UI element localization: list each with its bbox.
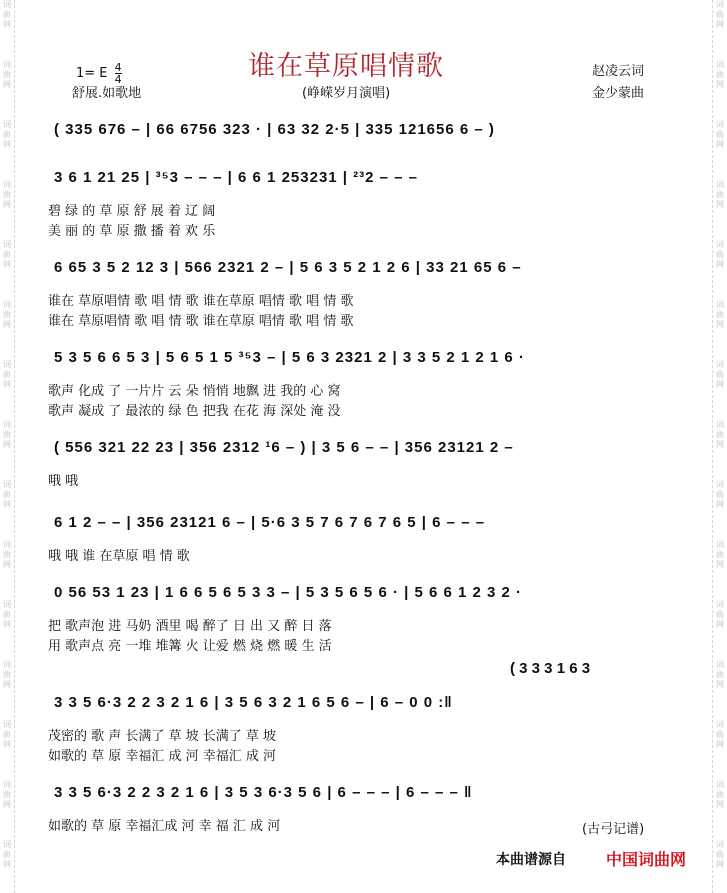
- watermark-block: [0, 360, 14, 420]
- watermark-char: 词: [716, 720, 724, 729]
- watermark-block: [0, 540, 14, 600]
- watermark-char: 曲: [3, 10, 11, 19]
- watermark-char: 曲: [716, 130, 724, 139]
- watermark-block: [713, 540, 727, 600]
- watermark-char: 曲: [3, 70, 11, 79]
- watermark-char: 曲: [3, 130, 11, 139]
- watermark-char: 网: [3, 320, 11, 329]
- watermark-char: 词: [3, 120, 11, 129]
- watermark-char: 曲: [3, 310, 11, 319]
- watermark-block: [713, 360, 727, 420]
- watermark-char: 网: [3, 800, 11, 809]
- watermark-char: 词: [3, 660, 11, 669]
- time-signature-bottom: 4: [114, 73, 122, 86]
- watermark-char: 网: [3, 380, 11, 389]
- watermark-char: 网: [3, 440, 11, 449]
- lyric-line: 美 丽 的 草 原 撒 播 着 欢 乐: [48, 224, 216, 239]
- watermark-block: [0, 600, 14, 660]
- watermark-char: 曲: [3, 490, 11, 499]
- watermark-char: 网: [716, 200, 724, 209]
- watermark-block: [0, 420, 14, 480]
- watermark-block: [713, 420, 727, 480]
- watermark-char: 词: [3, 0, 11, 9]
- watermark-char: 曲: [716, 190, 724, 199]
- watermark-block: [0, 60, 14, 120]
- watermark-char: 网: [3, 20, 11, 29]
- watermark-block: [713, 720, 727, 780]
- watermark-char: 词: [3, 540, 11, 549]
- watermark-block: [713, 180, 727, 240]
- watermark-char: 曲: [716, 250, 724, 259]
- watermark-char: 曲: [716, 430, 724, 439]
- score-row: [48, 436, 668, 462]
- notation-line: 3 3 5 6·3 2 2 3 2 1 6 | 3 5 3 6·3 5 6 | 6 – – – | 6 – – – ‖: [54, 784, 473, 801]
- watermark-char: 曲: [716, 70, 724, 79]
- lyric-line: 歌声 凝成 了 最浓的 绿 色 把我 在花 海 深处 淹 没: [48, 404, 341, 419]
- watermark-char: 词: [3, 180, 11, 189]
- watermark-block: [713, 660, 727, 720]
- source-label: 本曲谱源自: [496, 852, 566, 868]
- watermark-char: 网: [716, 440, 724, 449]
- watermark-char: 曲: [3, 550, 11, 559]
- watermark-char: 词: [3, 600, 11, 609]
- watermark-char: 网: [3, 140, 11, 149]
- watermark-block: [713, 480, 727, 540]
- composer-credit: 金少蒙曲: [592, 86, 645, 101]
- watermark-char: 网: [3, 740, 11, 749]
- score-row: [48, 691, 668, 717]
- watermark-char: 网: [3, 860, 11, 869]
- watermark-char: 曲: [3, 610, 11, 619]
- watermark-char: 曲: [716, 790, 724, 799]
- key-label: 1= E: [76, 66, 108, 81]
- lyric-line: 哦 哦 谁 在草原 唱 情 歌: [48, 549, 190, 564]
- notation-line: 3 3 5 6·3 2 2 3 2 1 6 | 3 5 6 3 2 1 6 5 6 – | 6 – 0 0 :‖: [54, 694, 453, 711]
- lyric-line: 如歌的 草 原 幸福汇成 河 幸 福 汇 成 河: [48, 819, 281, 834]
- watermark-block: [0, 240, 14, 300]
- lyric-line: 用 歌声点 亮 一堆 堆篝 火 让爱 燃 烧 燃 暖 生 活: [48, 639, 332, 654]
- score-row: [48, 781, 668, 807]
- watermark-block: [0, 720, 14, 780]
- watermark-char: 词: [3, 720, 11, 729]
- watermark-char: 词: [716, 120, 724, 129]
- score-row: [48, 346, 668, 372]
- watermark-char: 网: [716, 380, 724, 389]
- watermark-char: 词: [716, 600, 724, 609]
- lyricist-credit: 赵凌云词: [592, 64, 645, 79]
- watermark-block: [0, 300, 14, 360]
- watermark-block: [0, 0, 14, 60]
- watermark-char: 网: [716, 740, 724, 749]
- notation-line: 5 3 5 6 6 5 3 | 5 6 5 1 5 ³⁵3 – | 5 6 3 2321 2 | 3 3 5 2 1 2 1 6 ·: [54, 349, 525, 366]
- watermark-block: [713, 120, 727, 180]
- watermark-char: 曲: [3, 250, 11, 259]
- watermark-block: [0, 480, 14, 540]
- watermark-block: [713, 840, 727, 893]
- score-row: [48, 511, 668, 537]
- transcriber-note: (古弓记谱): [582, 822, 645, 837]
- pickup-notes: ( 3 3 3 1 6 3: [510, 660, 591, 677]
- watermark-char: 曲: [716, 10, 724, 19]
- watermark-char: 网: [716, 20, 724, 29]
- watermark-char: 词: [716, 540, 724, 549]
- watermark-char: 词: [716, 420, 724, 429]
- watermark-block: [713, 600, 727, 660]
- watermark-char: 词: [3, 780, 11, 789]
- tempo-marking: 舒展.如歌地: [72, 86, 142, 101]
- time-signature-top: 4: [114, 61, 122, 74]
- watermark-char: 词: [716, 0, 724, 9]
- watermark-block: [713, 300, 727, 360]
- watermark-char: 网: [716, 860, 724, 869]
- watermark-block: [713, 60, 727, 120]
- watermark-char: 词: [3, 300, 11, 309]
- watermark-char: 曲: [3, 430, 11, 439]
- watermark-char: 词: [716, 780, 724, 789]
- watermark-char: 曲: [716, 670, 724, 679]
- lyric-line: 把 歌声泡 进 马奶 酒里 喝 醉了 日 出 又 醉 日 落: [48, 619, 332, 634]
- notation-line: ( 556 321 22 23 | 356 2312 ¹6 – ) | 3 5 6 – – | 356 23121 2 –: [54, 439, 514, 456]
- watermark-block: [0, 840, 14, 893]
- watermark-char: 网: [3, 500, 11, 509]
- watermark-block: [0, 120, 14, 180]
- lyric-line: 谁在 草原唱情 歌 唱 情 歌 谁在草原 唱情 歌 唱 情 歌: [48, 294, 354, 309]
- watermark-char: 网: [716, 560, 724, 569]
- watermark-char: 曲: [716, 370, 724, 379]
- score-row: [48, 166, 668, 192]
- watermark-char: 曲: [3, 790, 11, 799]
- source-site-link[interactable]: 中国词曲网: [606, 850, 687, 869]
- watermark-char: 网: [3, 560, 11, 569]
- watermark-block: [713, 240, 727, 300]
- watermark-char: 网: [716, 800, 724, 809]
- watermark-char: 词: [716, 300, 724, 309]
- watermark-block: [713, 0, 727, 60]
- song-title: 谁在草原唱情歌: [248, 51, 444, 82]
- watermark-block: [0, 660, 14, 720]
- score-row: [48, 118, 668, 144]
- watermark-char: 词: [3, 420, 11, 429]
- watermark-char: 网: [716, 320, 724, 329]
- watermark-char: 词: [716, 240, 724, 249]
- watermark-char: 词: [716, 660, 724, 669]
- lyric-line: 碧 绿 的 草 原 舒 展 着 辽 阔: [48, 204, 216, 219]
- lyric-line: 谁在 草原唱情 歌 唱 情 歌 谁在草原 唱情 歌 唱 情 歌: [48, 314, 354, 329]
- watermark-char: 网: [3, 680, 11, 689]
- watermark-block: [713, 780, 727, 840]
- watermark-char: 网: [3, 620, 11, 629]
- lyric-line: 如歌的 草 原 幸福汇 成 河 幸福汇 成 河: [48, 749, 277, 764]
- watermark-char: 词: [3, 360, 11, 369]
- lyric-line: 歌声 化成 了 一片片 云 朵 悄悄 地飘 进 我的 心 窝: [48, 384, 341, 399]
- score-row: [48, 581, 668, 607]
- watermark-char: 曲: [716, 610, 724, 619]
- watermark-char: 词: [3, 480, 11, 489]
- watermark-char: 词: [3, 240, 11, 249]
- watermark-block: [0, 780, 14, 840]
- watermark-char: 曲: [716, 850, 724, 859]
- watermark-char: 曲: [716, 310, 724, 319]
- watermark-char: 曲: [3, 370, 11, 379]
- watermark-char: 网: [716, 680, 724, 689]
- watermark-char: 词: [716, 60, 724, 69]
- watermark-char: 词: [3, 60, 11, 69]
- watermark-char: 网: [716, 80, 724, 89]
- watermark-char: 曲: [3, 850, 11, 859]
- watermark-char: 曲: [716, 490, 724, 499]
- watermark-char: 词: [716, 180, 724, 189]
- lyric-line: 茂密的 歌 声 长满了 草 坡 长满了 草 坡: [48, 729, 277, 744]
- notation-line: ( 335 676 – | 66 6756 323 · | 63 32 2·5 | 335 121656 6 – ): [54, 121, 495, 138]
- watermark-char: 曲: [716, 550, 724, 559]
- watermark-char: 曲: [3, 190, 11, 199]
- watermark-char: 网: [3, 80, 11, 89]
- watermark-char: 词: [716, 840, 724, 849]
- watermark-char: 词: [716, 480, 724, 489]
- notation-line: 3 6 1 21 25 | ³⁵3 – – – | 6 6 1 253231 | ²³2 – – –: [54, 169, 419, 186]
- watermark-char: 网: [716, 260, 724, 269]
- performer-subtitle: (峥嵘岁月演唱): [302, 86, 391, 101]
- notation-line: 0 56 53 1 23 | 1 6 6 5 6 5 3 3 – | 5 3 5 6 5 6 · | 5 6 6 1 2 3 2 ·: [54, 584, 523, 601]
- watermark-char: 词: [3, 840, 11, 849]
- watermark-char: 词: [716, 360, 724, 369]
- watermark-block: [0, 180, 14, 240]
- notation-line: 6 1 2 – – | 356 23121 6 – | 5·6 3 5 7 6 7 6 7 6 5 | 6 – – –: [54, 514, 486, 531]
- watermark-char: 网: [716, 140, 724, 149]
- watermark-char: 网: [3, 260, 11, 269]
- notation-line: 6 65 3 5 2 12 3 | 566 2321 2 – | 5 6 3 5 2 1 2 6 | 33 21 65 6 –: [54, 259, 522, 276]
- watermark-char: 网: [716, 500, 724, 509]
- right-watermark-strip: [712, 0, 727, 893]
- watermark-char: 曲: [716, 730, 724, 739]
- score-row: [48, 256, 668, 282]
- watermark-char: 网: [3, 200, 11, 209]
- watermark-char: 曲: [3, 730, 11, 739]
- watermark-char: 曲: [3, 670, 11, 679]
- watermark-char: 网: [716, 620, 724, 629]
- left-watermark-strip: [0, 0, 15, 893]
- lyric-line: 哦 哦: [48, 474, 79, 489]
